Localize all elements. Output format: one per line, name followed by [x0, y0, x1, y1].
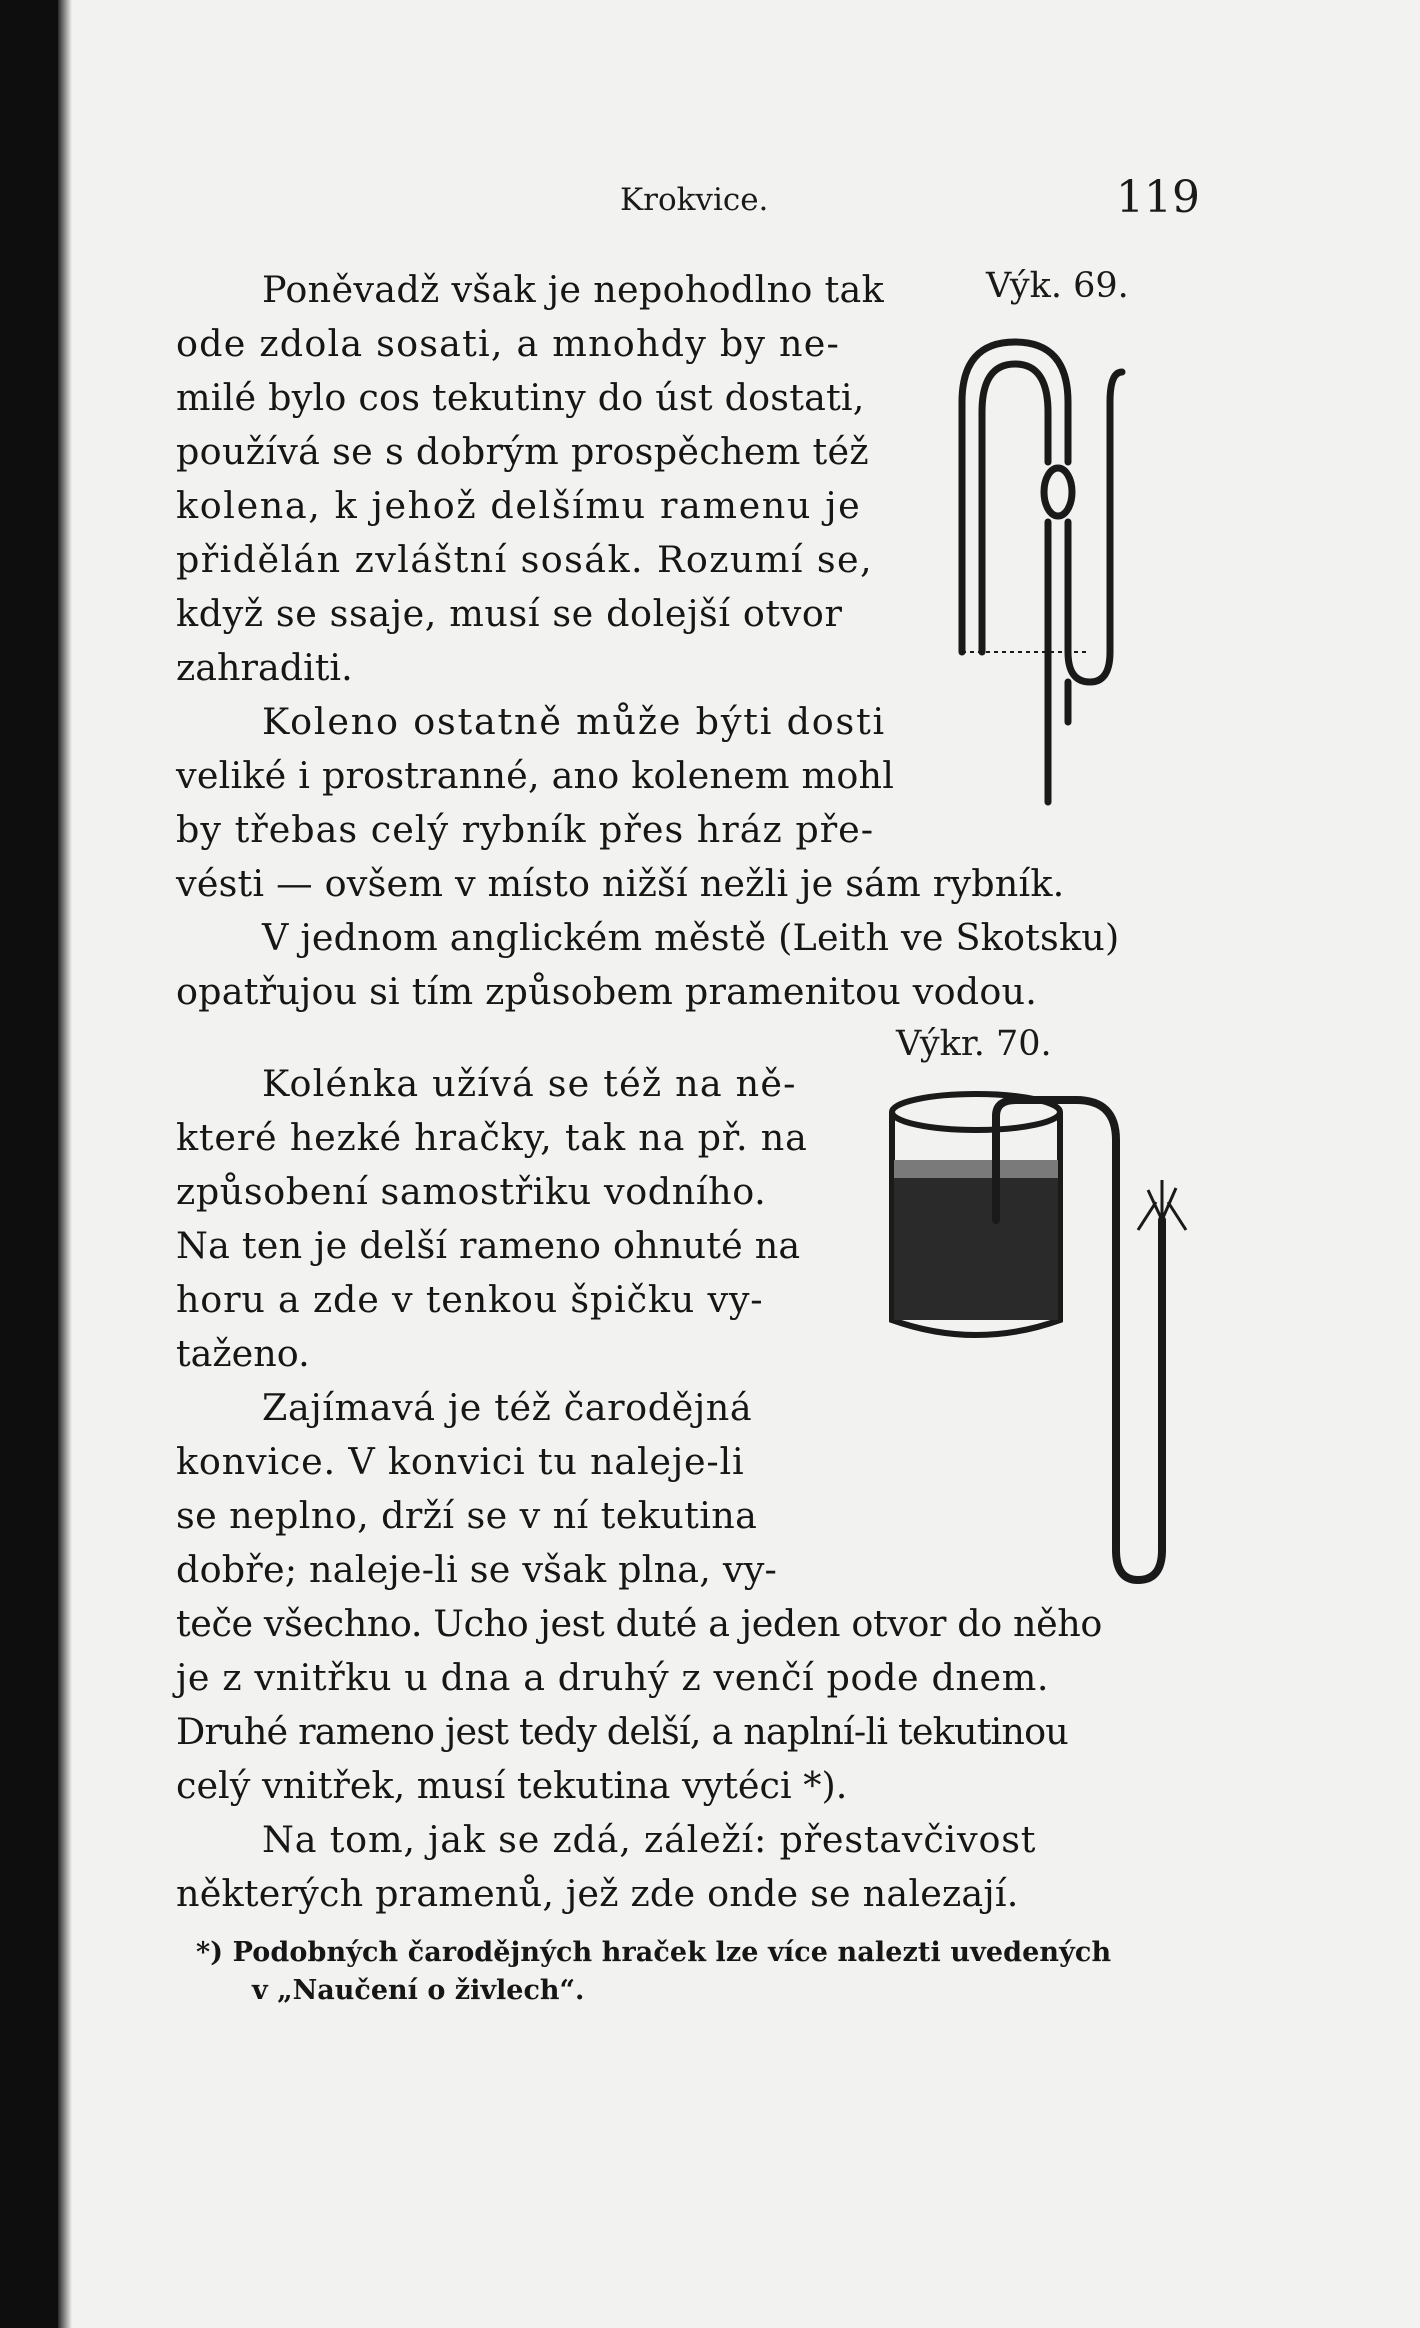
text-line: Koleno ostatně může býti dosti	[262, 700, 887, 743]
text-line: zahraditi.	[176, 646, 353, 689]
text-line: Druhé rameno jest tedy delší, a naplní-li tekutinou	[176, 1710, 1069, 1753]
figure-label: Výk. 69.	[986, 266, 1129, 306]
footnote-line: *) Podobných čarodějných hraček lze více nalezti uvedených	[196, 1937, 1112, 1968]
text-line: milé bylo cos tekutiny do úst dostati,	[176, 376, 865, 419]
text-line: které hezké hračky, tak na př. na	[176, 1116, 808, 1159]
page-header	[620, 172, 1200, 232]
footnote-line: v „Naučení o živlech“.	[252, 1975, 585, 2006]
figure-label: Výkr. 70.	[896, 1024, 1052, 1064]
text-line: teče všechno. Ucho jest duté a jeden otvor do něho	[176, 1602, 1102, 1645]
text-line: taženo.	[176, 1332, 310, 1375]
text-line: způsobení samostřiku vodního.	[176, 1170, 767, 1213]
text-line: kolena, k jehož delšímu ramenu je	[176, 484, 862, 527]
text-line: veliké i prostranné, ano kolenem mohl	[176, 754, 895, 797]
text-line: Kolénka užívá se též na ně-	[262, 1062, 797, 1105]
text-line: Zajímavá je též čarodějná	[262, 1386, 753, 1429]
text-line: přidělán zvláštní sosák. Rozumí se,	[176, 538, 873, 581]
text-line: horu a zde v tenkou špičku vy-	[176, 1278, 764, 1321]
fountain-jar-illustration	[876, 1080, 1216, 1600]
running-head: Krokvice.	[620, 182, 769, 218]
text-line: konvice. V konvici tu naleje-li	[176, 1440, 745, 1483]
text-line: se neplno, drží se v ní tekutina	[176, 1494, 758, 1537]
text-line: používá se s dobrým prospěchem též	[176, 430, 869, 473]
text-line: celý vnitřek, musí tekutina vytéci *).	[176, 1764, 848, 1807]
page-number: 119	[1116, 172, 1200, 223]
text-line: když se ssaje, musí se dolejší otvor	[176, 592, 843, 635]
page-gutter-shadow	[58, 0, 72, 2328]
text-line: některých pramenů, jež zde onde se nalezají.	[176, 1872, 1019, 1915]
text-line: dobře; naleje-li se však plna, vy-	[176, 1548, 778, 1591]
text-line: Na tom, jak se zdá, záleží: přestavčivost	[262, 1818, 1037, 1861]
text-line: Na ten je delší rameno ohnuté na	[176, 1224, 801, 1267]
text-line: by třebas celý rybník přes hráz pře-	[176, 808, 875, 851]
text-line: Poněvadž však je nepohodlno tak	[262, 268, 884, 311]
text-line: opatřujou si tím způsobem pramenitou vodou.	[176, 970, 1038, 1013]
text-line: vésti — ovšem v místo nižší nežli je sám rybník.	[176, 862, 1065, 905]
siphon-tube-illustration	[940, 322, 1160, 842]
text-line: je z vnitřku u dna a druhý z venčí pode dnem.	[176, 1656, 1050, 1699]
text-line: V jednom anglickém městě (Leith ve Skotsku)	[262, 916, 1120, 959]
text-line: ode zdola sosati, a mnohdy by ne-	[176, 322, 841, 365]
